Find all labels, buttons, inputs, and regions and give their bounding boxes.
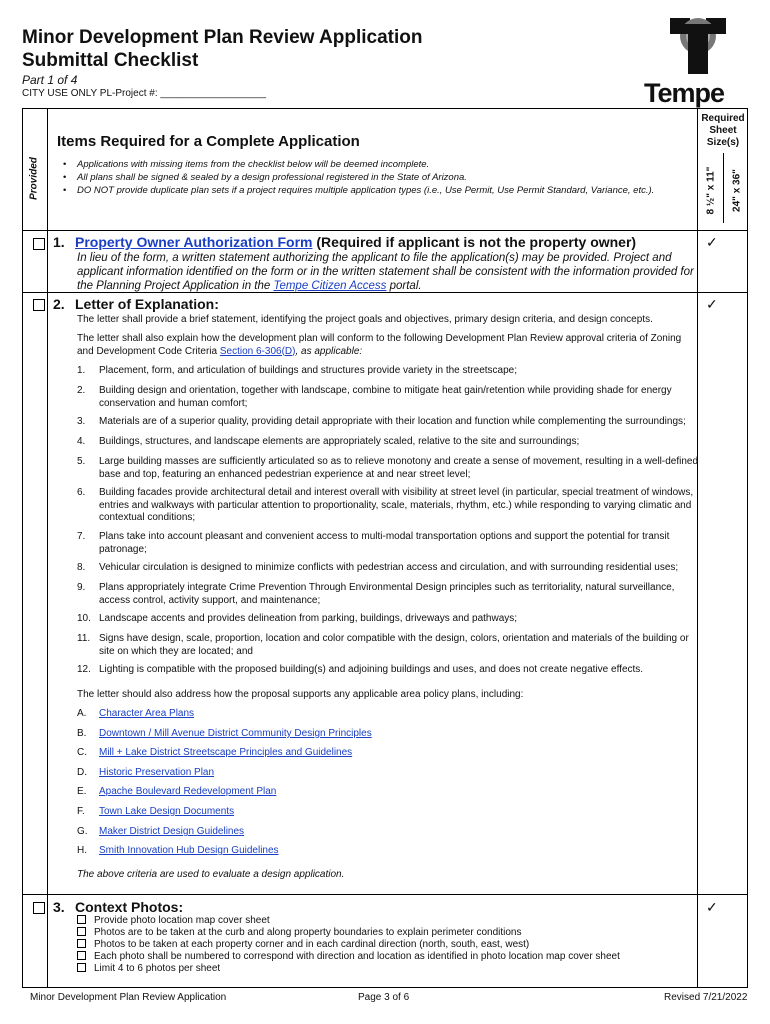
section-6-306-link[interactable]: Section 6-306(D)	[219, 345, 296, 357]
page-title	[22, 26, 422, 72]
items-required-heading: Items Required for a Complete Application	[57, 133, 360, 150]
size-column-divider	[723, 153, 724, 223]
section-2-divider	[23, 894, 747, 895]
section-1-title	[75, 234, 636, 250]
area-plan-link[interactable]: Maker District Design Guidelines	[99, 826, 245, 837]
photo-checkbox[interactable]	[77, 951, 86, 960]
photo-checkbox[interactable]	[77, 963, 86, 972]
section-3-title: Context Photos:	[75, 899, 184, 915]
provided-column-divider	[47, 109, 48, 987]
part-label: Part 1 of 4	[22, 73, 78, 87]
title-line-1: Minor Development Plan Review Application	[22, 27, 423, 48]
footer-document-name: Minor Development Plan Review Application	[30, 992, 227, 1003]
intro-bullet: • DO NOT provide duplicate plan sets if a project requires multiple application types (i.e., Use Permit, Use Permit Standard, Variance, etc.).	[77, 185, 697, 197]
section-3-number: 3.	[53, 899, 65, 915]
size-8x11-header: 8 ½" x 11"	[705, 166, 717, 215]
photo-requirement: Each photo shall be numbered to correspond with direction and location as identified in photo location map cover sheet	[77, 951, 620, 963]
area-plan-link[interactable]: Apache Boulevard Redevelopment Plan	[99, 786, 277, 797]
section-1-number: 1.	[53, 234, 65, 250]
size-24x36-header: 24" x 36"	[731, 169, 743, 212]
photo-requirement: Limit 4 to 6 photos per sheet	[77, 963, 220, 975]
photo-requirement: Photos to be taken at each property corner and in each cardinal direction (north, south, east, west)	[77, 939, 529, 951]
area-plan-link[interactable]: Historic Preservation Plan	[99, 767, 215, 778]
section-1-body	[77, 251, 697, 293]
property-owner-authorization-link[interactable]: Property Owner Authorization Form	[75, 234, 313, 250]
area-plan-link[interactable]: Mill + Lake District Streetscape Principles and Guidelines	[99, 747, 353, 758]
provided-checkbox-1[interactable]	[33, 238, 45, 250]
photo-checkbox[interactable]	[77, 939, 86, 948]
area-plan-link[interactable]: Town Lake Design Documents	[99, 806, 235, 817]
required-tick-1: ✓	[706, 234, 718, 250]
criteria-intro-text: The letter shall also explain how the development plan will conform to the following Development Plan Review approval criteria of Zoning and Development Code Criteria	[77, 333, 682, 357]
title-line-2: Submittal Checklist	[22, 50, 199, 71]
photo-checkbox[interactable]	[77, 915, 86, 924]
area-plan-link[interactable]: Smith Innovation Hub Design Guidelines	[99, 845, 279, 856]
area-plan-link[interactable]: Downtown / Mill Avenue District Community Design Principles	[99, 728, 372, 739]
section-1-body-end: portal.	[386, 280, 422, 292]
checklist-table: Provided Required Sheet Size(s) 8 ½" x 11" 24" x 36" Items Required for a Complete Application • Applications with missing items from the checklist below will be deemed incomplete. • All plans shall be signed & sealed by a design professional registered in the State of Arizona. • DO NOT provide duplicate plan sets if a project requires multiple application types (i.e., Use Permit, Use Permit Standard, Variance, etc.). 1. Property Owner Authorization Form (Required if applicant is not the property owner) ✓ In lieu of the form, a written statement authorizing the applicant to file the application(s) may be provided. Project and applicant information identified on the form or in the written statement shall be consistent with the information provided for the Planning Project Application in the Tempe Citizen Access portal. 2. Letter of Explanation: ✓ The letter shall provide a brief statement, identifying the project goals and objectives, primary design criteria, and design concepts. The letter shall also explain how the development plan will conform to the following Development Plan Review approval criteria of Zoning and Development Code Criteria Section 6-306(D), as applicable: 1. Placement, form, and articulation of buildings and structures provide variety in the streetscape; 2. Building design and orientation, together with landscape, combine to mitigate heat gain/retention while providing shade for energy conservation and human comfort; 3. Materials are of a superior quality, providing detail appropriate with their location and function while complementing the surroundings; 4. Buildings, structures, and landscape elements are appropriately scaled, relative to the site and surroundings; 5. Large building masses are sufficiently articulated so as to relieve monotony and create a sense of movement, resulting in a well-defined base and top, featuring an enhanced pedestrian experience at and near street level; 6. Building facades provide architectural detail and interest overall with visibility at street level (in particular, special treatment of windows, entries and walkways with particular attention to proportionality, scale, materials, rhythm, etc.) while responding to varying climatic and contextual conditions; 7. Plans take into account pleasant and convenient access to multi-modal transportation options and support the potential for transit patronage; 8. Vehicular circulation is designed to minimize conflicts with pedestrian access and circulation, and with surrounding residential uses; 9. Plans appropriately integrate Crime Prevention Through Environmental Design principles such as territoriality, natural surveillance, access control, activity support, and maintenance; 10. Landscape accents and provides delineation from parking, buildings, driveways and pathways; 11. Signs have design, scale, proportion, location and color compatible with the design, colors, orientation and materials of the building or site on which they are located; and 12. Lighting is compatible with the proposed building(s) and adjoining buildings and uses, and does not create negative effects. The letter should also address how the proposal supports any applicable area policy plans, including: A. Character Area Plans B. Downtown / Mill Avenue District Community Design Principles C. Mill + Lake District Streetscape Principles and Guidelines D. Historic Preservation Plan E. Apache Boulevard Redevelopment Plan F. Town Lake Design Documents G. Maker District Design Guidelines H. Smith Innovation Hub Design Guidelines The above criteria are used to evaluate a design application. 3. Context Photos: ✓ Provide photo location map cover sheet Photos are to be taken at the curb and along property boundaries to explain perimeter conditions Photos to be taken at each property corner and in each cardinal direction (north, south, east, west) Each photo shall be numbered to correspond with direction and location as identified in photo location map cover sheet Limit 4 to 6 photos per sheet	[22, 108, 748, 988]
section-2-criteria-intro	[77, 333, 697, 358]
logo-wordmark: Tempe	[644, 78, 725, 108]
section-1-title-rest: (Required if applicant is not the property owner)	[316, 234, 637, 250]
required-sheet-size-header: Required Sheet Size(s)	[701, 113, 745, 148]
tempe-logo-mark-icon	[640, 14, 748, 78]
provided-column-header: Provided	[28, 157, 40, 200]
section-2-paragraph: The letter shall provide a brief statement, identifying the project goals and objectives, primary design criteria, and design concepts.	[77, 314, 653, 325]
criteria-intro-end: , as applicable:	[295, 345, 363, 357]
provided-checkbox-2[interactable]	[33, 299, 45, 311]
photo-requirement: Photos are to be taken at the curb and along property boundaries to explain perimeter conditions	[77, 927, 522, 939]
photo-checkbox[interactable]	[77, 927, 86, 936]
section-1-body-text: In lieu of the form, a written statement authorizing the applicant to file the application(s) may be provided. Project and applicant information identified on the form or in the written statement shall be consistent with the information provided for the Planning Project Application in the	[77, 252, 694, 292]
section-2-number: 2.	[53, 296, 65, 312]
intro-bullet: • All plans shall be signed & sealed by a design professional registered in the State of Arizona.	[77, 172, 697, 184]
footer-page-number: Page 3 of 6	[358, 992, 410, 1003]
tempe-logo	[640, 14, 748, 106]
tempe-citizen-access-link[interactable]: Tempe Citizen Access	[273, 280, 387, 292]
footer-revision-date: Revised 7/21/2022	[664, 992, 748, 1003]
photo-requirement: Provide photo location map cover sheet	[77, 915, 270, 927]
criteria-note: The above criteria are used to evaluate a design application.	[77, 869, 345, 880]
required-tick-3: ✓	[706, 899, 718, 915]
area-plan-link[interactable]: Character Area Plans	[99, 708, 195, 719]
intro-bullet: • Applications with missing items from the checklist below will be deemed incomplete.	[77, 159, 697, 171]
required-tick-2: ✓	[706, 296, 718, 312]
section-2-title: Letter of Explanation:	[75, 296, 219, 312]
header-row-divider	[23, 230, 747, 231]
area-plans-intro: The letter should also address how the proposal supports any applicable area policy plans, including:	[77, 689, 524, 700]
provided-checkbox-3[interactable]	[33, 902, 45, 914]
city-use-project-number: CITY USE ONLY PL-Project #: ___________________	[22, 88, 267, 99]
